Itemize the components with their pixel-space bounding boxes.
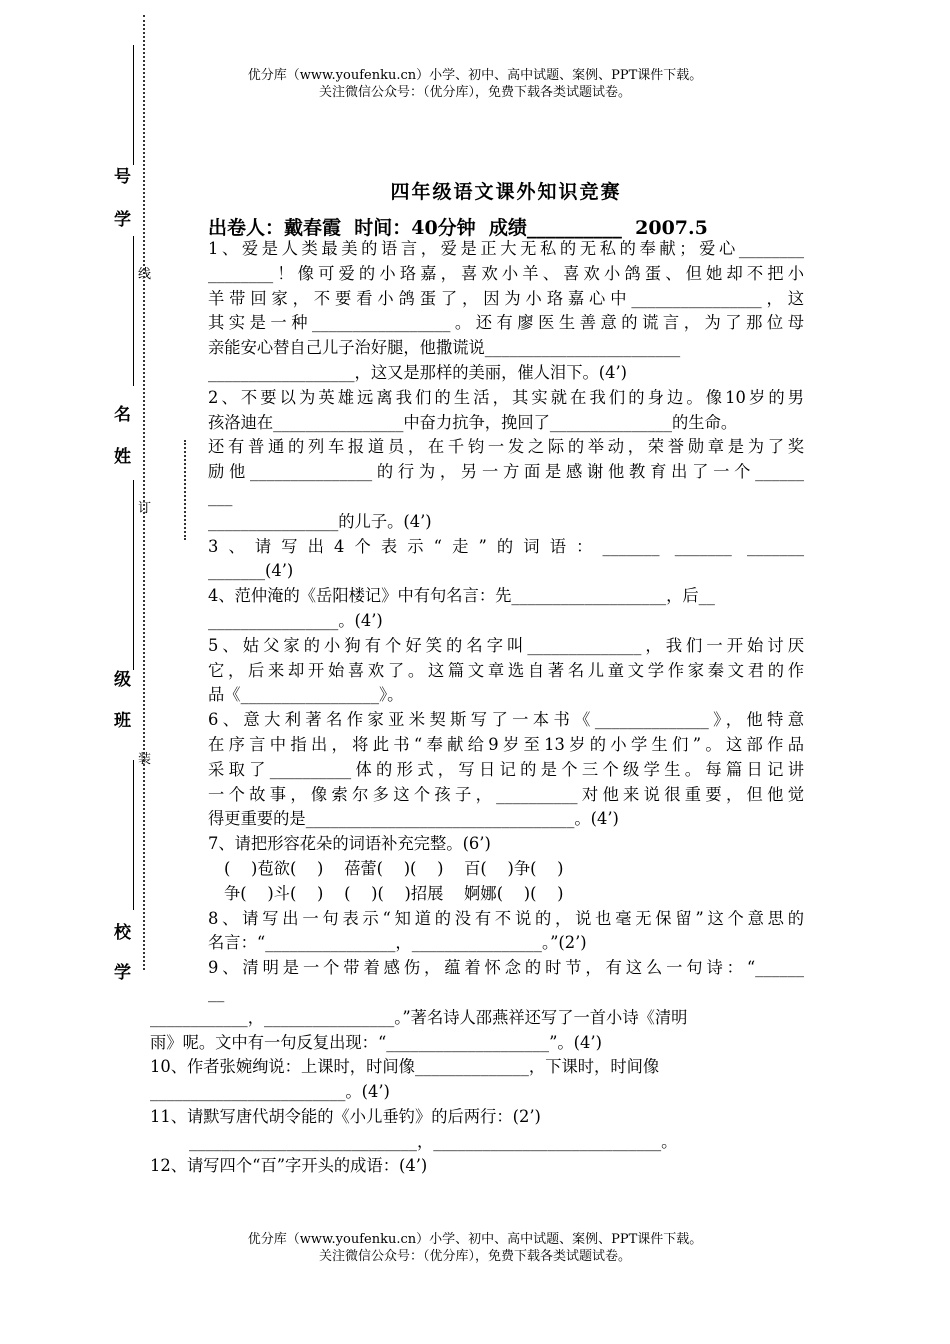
text-line: 励他_______________的行为，另一方面是感谢他教育出了一个______ (208, 462, 804, 482)
text-line: ____________，________________。”著名诗人邵燕祥还写了一首小诗《清明 (150, 1007, 688, 1027)
text-line: 羊带回家，不要看小鸽蛋了，因为小珞嘉心中________________，这 (208, 288, 804, 308)
text-line: 在序言中指出，将此书“奉献给9岁至13岁的小学生们”。这部作品 (208, 734, 804, 754)
label-ding: 订 (138, 501, 152, 516)
binding-dotted-line-short (184, 440, 186, 540)
text-line: 孩洛迪在________________中奋力抗争，挽回了_______________的生命。 (208, 412, 738, 432)
field-line-banji (133, 480, 134, 670)
field-line-xuexiao (133, 760, 134, 910)
header-line-2: 关注微信公众号：（优分库），免费下载各类试题试卷。 (318, 85, 631, 100)
binding-dotted-line (143, 15, 145, 970)
text-line: 10、作者张婉绚说：上课时，时间像______________，下课时，时间像 (150, 1057, 660, 1077)
text-line: __ (208, 982, 225, 1002)
text-line: 它，后来却开始喜欢了。这篇文章选自著名儿童文学作家秦文君的作 (208, 660, 804, 680)
field-line-xingming (133, 236, 134, 386)
text-line: 3、请写出4个表示“走”的词语：_______ _______ _______ (208, 536, 804, 556)
header-line-1: 优分库（www.youfenku.cn）小学、初中、高中试题、案例、PPT课件下载。 (247, 68, 703, 83)
text-line: ____________________________，____________________________。 (189, 1131, 678, 1151)
text-line: 12、请写四个“百”字开头的成语：(4’) (150, 1156, 428, 1176)
text-line: 一个故事，像索尔多这个孩子，__________对他来说很重要，但他觉 (208, 784, 804, 804)
text-line: 品《_________________》。 (208, 685, 404, 705)
label-banji-1: 级 (114, 670, 131, 690)
text-line: 其实是一种_________________。还有廖医生善意的谎言，为了那位母 (208, 313, 804, 333)
label-banji-2: 班 (114, 711, 131, 731)
text-line: ________________________。(4’) (150, 1082, 390, 1102)
label-xuexiao-2: 学 (114, 963, 131, 983)
footer-line-2: 关注微信公众号：（优分库），免费下载各类试题试卷。 (318, 1249, 631, 1264)
text-line: 采取了__________体的形式，写日记的是个三个级学生。每篇日记讲 (208, 759, 804, 779)
field-line-xuehao (133, 45, 134, 165)
text-line: 6、意大利著名作家亚米契斯写了一本书《______________》，他特意 (208, 710, 804, 730)
text-line: 7、请把形容花朵的词语补充完整。(6’) (208, 834, 491, 854)
question-body (150, 237, 804, 1179)
text-line: 2、不要以为英雄远离我们的生活，其实就在我们的身边。像10岁的男 (208, 387, 804, 407)
text-line: 1、爱是人类最美的语言，爱是正大无私的无私的奉献；爱心________ (208, 239, 804, 258)
text-line: 8、请写出一句表示“知道的没有不说的，说也毫无保留”这个意思的 (208, 908, 804, 928)
label-xuexiao-1: 校 (114, 923, 131, 943)
text-line: ________________。(4’) (208, 610, 383, 630)
label-xingming-2: 姓 (114, 447, 131, 467)
text-line: 名言：“________________，________________。”(2’) (208, 933, 587, 953)
label-xuehao-2: 学 (114, 210, 131, 230)
text-line: ________！像可爱的小珞嘉，喜欢小羊、喜欢小鸽蛋、但她却不把小 (208, 263, 804, 283)
footer-line-1: 优分库（www.youfenku.cn）小学、初中、高中试题、案例、PPT课件下载。 (247, 1232, 703, 1247)
text-line: 还有普通的列车报道员，在千钧一发之际的举动，荣誉勋章是为了奖 (208, 437, 804, 457)
text-line: _______(4’) (208, 561, 294, 581)
text-line: ( )苞欲( ) 蓓蕾( )( ) 百( )争( ) (224, 858, 564, 878)
page-title: 四年级语文课外知识竞赛 (390, 181, 622, 203)
text-line: 11、请默写唐代胡令能的《小儿垂钓》的后两行：(2’) (150, 1106, 541, 1126)
text-line: 得更重要的是_________________________________。(4’) (208, 809, 619, 829)
text-line: 雨》呢。文中有一句反复出现：“____________________”。(4’) (150, 1032, 602, 1052)
text-line: 5、姑父家的小狗有个好笑的名字叫______________，我们一开始讨厌 (208, 635, 804, 655)
page-footer (0, 1231, 950, 1265)
text-line: 争( )斗( ) ( )( )招展 婀娜( )( ) (224, 883, 564, 903)
label-xingming-1: 名 (114, 405, 131, 425)
text-line: 亲能安心替自己儿子治好腿，他撒谎说________________________ (208, 338, 681, 358)
label-xuehao-1: 号 (114, 167, 131, 187)
label-zhuang: 装 (138, 752, 152, 767)
text-line: ___ (208, 486, 233, 506)
text-line: ________________的儿子。(4’) (208, 511, 432, 531)
text-line: __________________，这又是那样的美丽，催人泪下。(4’) (208, 362, 627, 382)
text-line: 9、清明是一个带着感伤，蕴着怀念的时节，有这么一句诗：“______ (208, 958, 804, 978)
label-xian: 线 (138, 267, 152, 282)
byline: 出卷人：戴春霞 时间：40分钟 成绩__________ 2007.5 (208, 217, 708, 239)
text-line: 4、范仲淹的《岳阳楼记》中有句名言：先___________________，后__ (208, 586, 715, 606)
